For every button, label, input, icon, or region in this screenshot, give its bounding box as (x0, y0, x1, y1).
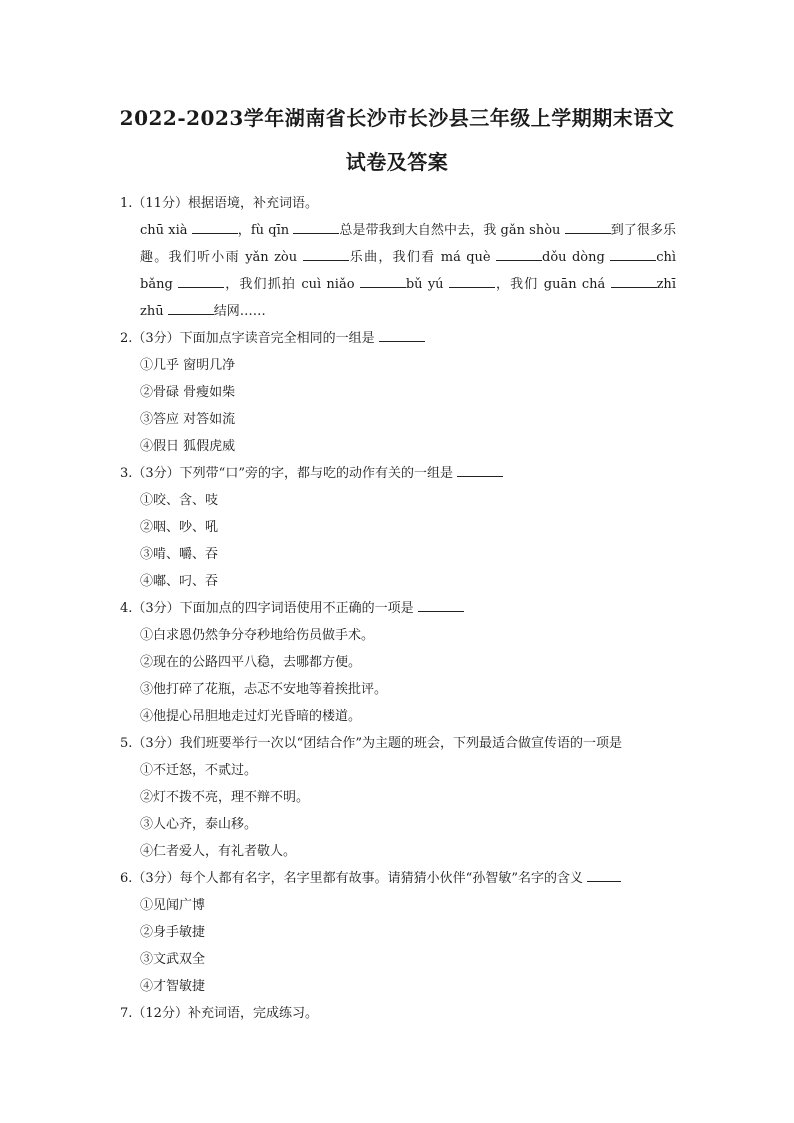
option[interactable]: ②现在的公路四平八稳，去哪都方便。 (140, 655, 362, 670)
passage-text: ，我们抓拍 cuì niǎo (224, 277, 355, 292)
answer-blank[interactable] (457, 462, 503, 477)
passage-text: ，我们 guān chá (494, 277, 606, 292)
option[interactable]: ①见闻广博 (140, 898, 206, 913)
option[interactable]: ①白求恩仍然争分夺秒地给伤员做手术。 (140, 628, 375, 643)
pinyin-text: chū xià (140, 223, 188, 238)
option[interactable]: ②骨碌 骨瘦如柴 (140, 385, 236, 400)
question-6-head: 6.（3分）每个人都有名字，名字里都有故事。请猜猜小伙伴“孙智敏”名字的含义 (120, 865, 676, 892)
question-6 (118, 865, 676, 1000)
passage-text: ch (656, 250, 672, 265)
passage-text: ì bǎng (140, 250, 677, 292)
question-7-head: 7.（12分）补充词语，完成练习。 (120, 1006, 318, 1021)
option[interactable]: ③啃、嚼、吞 (140, 547, 219, 562)
option[interactable]: ③他打碎了花瓶，忐忑不安地等着挨批评。 (140, 682, 388, 697)
answer-blank[interactable] (379, 327, 425, 342)
option[interactable]: ④他提心吊胆地走过灯光昏暗的楼道。 (140, 709, 362, 724)
answer-blank[interactable] (293, 219, 339, 234)
answer-blank[interactable] (168, 300, 214, 315)
question-1 (118, 190, 676, 325)
question-4 (118, 595, 676, 730)
page-title (118, 96, 676, 184)
passage-text: 结网…… (213, 304, 266, 319)
option[interactable]: ①不迁怒，不贰过。 (140, 763, 258, 778)
question-1-passage (118, 217, 676, 325)
answer-blank[interactable] (418, 597, 464, 612)
title-line-1: 2022-2023学年湖南省长沙市长沙县三年级上学期期末语文 (119, 106, 675, 130)
question-1-head: 1.（11分）根据语境，补充词语。 (120, 196, 318, 211)
answer-blank[interactable] (178, 273, 224, 288)
passage-text: ，fù qīn (237, 223, 290, 238)
question-2 (118, 325, 676, 460)
question-7 (118, 1000, 676, 1027)
option[interactable]: ②灯不拨不亮，理不辩不明。 (140, 790, 310, 805)
passage-text: zh (656, 277, 672, 292)
option[interactable]: ①咬、含、吱 (140, 493, 219, 508)
question-5-head: 5.（3分）我们班要举行一次以“团结合作”为主题的班会，下列最适合做宣传语的一项是 (120, 736, 622, 751)
passage-text: 到了很 (610, 223, 650, 238)
option[interactable]: ③文武双全 (140, 952, 206, 967)
question-2-head: 2.（3分）下面加点字读音完全相同的一组是 (120, 325, 676, 352)
passage-text: 乐曲，我们看 má què (348, 250, 491, 265)
question-3-head: 3.（3分）下列带“口”旁的字，都与吃的动作有关的一组是 (120, 460, 676, 487)
option[interactable]: ②身手敏捷 (140, 925, 206, 940)
passage-text: 多乐趣。我们听小雨 yǎn zòu (140, 223, 677, 265)
option[interactable]: ④才智敏捷 (140, 979, 206, 994)
passage-text: bǔ yú (405, 277, 444, 292)
question-5 (118, 730, 676, 865)
passage-text: 总是带我到大自然中去，我 gǎn shòu (339, 223, 561, 238)
question-3 (118, 460, 676, 595)
answer-blank[interactable] (587, 867, 621, 882)
option[interactable]: ①几乎 窗明几净 (140, 358, 236, 373)
answer-blank[interactable] (496, 246, 542, 261)
answer-blank[interactable] (565, 219, 611, 234)
answer-blank[interactable] (192, 219, 238, 234)
question-4-head: 4.（3分）下面加点的四字词语使用不正确的一项是 (120, 595, 676, 622)
option[interactable]: ②咽、吵、吼 (140, 520, 219, 535)
option[interactable]: ③答应 对答如流 (140, 412, 236, 427)
title-line-2: 试卷及答案 (345, 150, 449, 174)
option[interactable]: ④假日 狐假虎威 (140, 439, 236, 454)
answer-blank[interactable] (449, 273, 495, 288)
passage-text: dǒu dòng (542, 250, 605, 265)
answer-blank[interactable] (360, 273, 406, 288)
passage-text: ī zhū (140, 277, 676, 319)
answer-blank[interactable] (610, 246, 656, 261)
answer-blank[interactable] (611, 273, 657, 288)
option[interactable]: ④嘟、叼、吞 (140, 574, 219, 589)
option[interactable]: ③人心齐，泰山移。 (140, 817, 258, 832)
option[interactable]: ④仁者爱人，有礼者敬人。 (140, 844, 297, 859)
answer-blank[interactable] (303, 246, 349, 261)
